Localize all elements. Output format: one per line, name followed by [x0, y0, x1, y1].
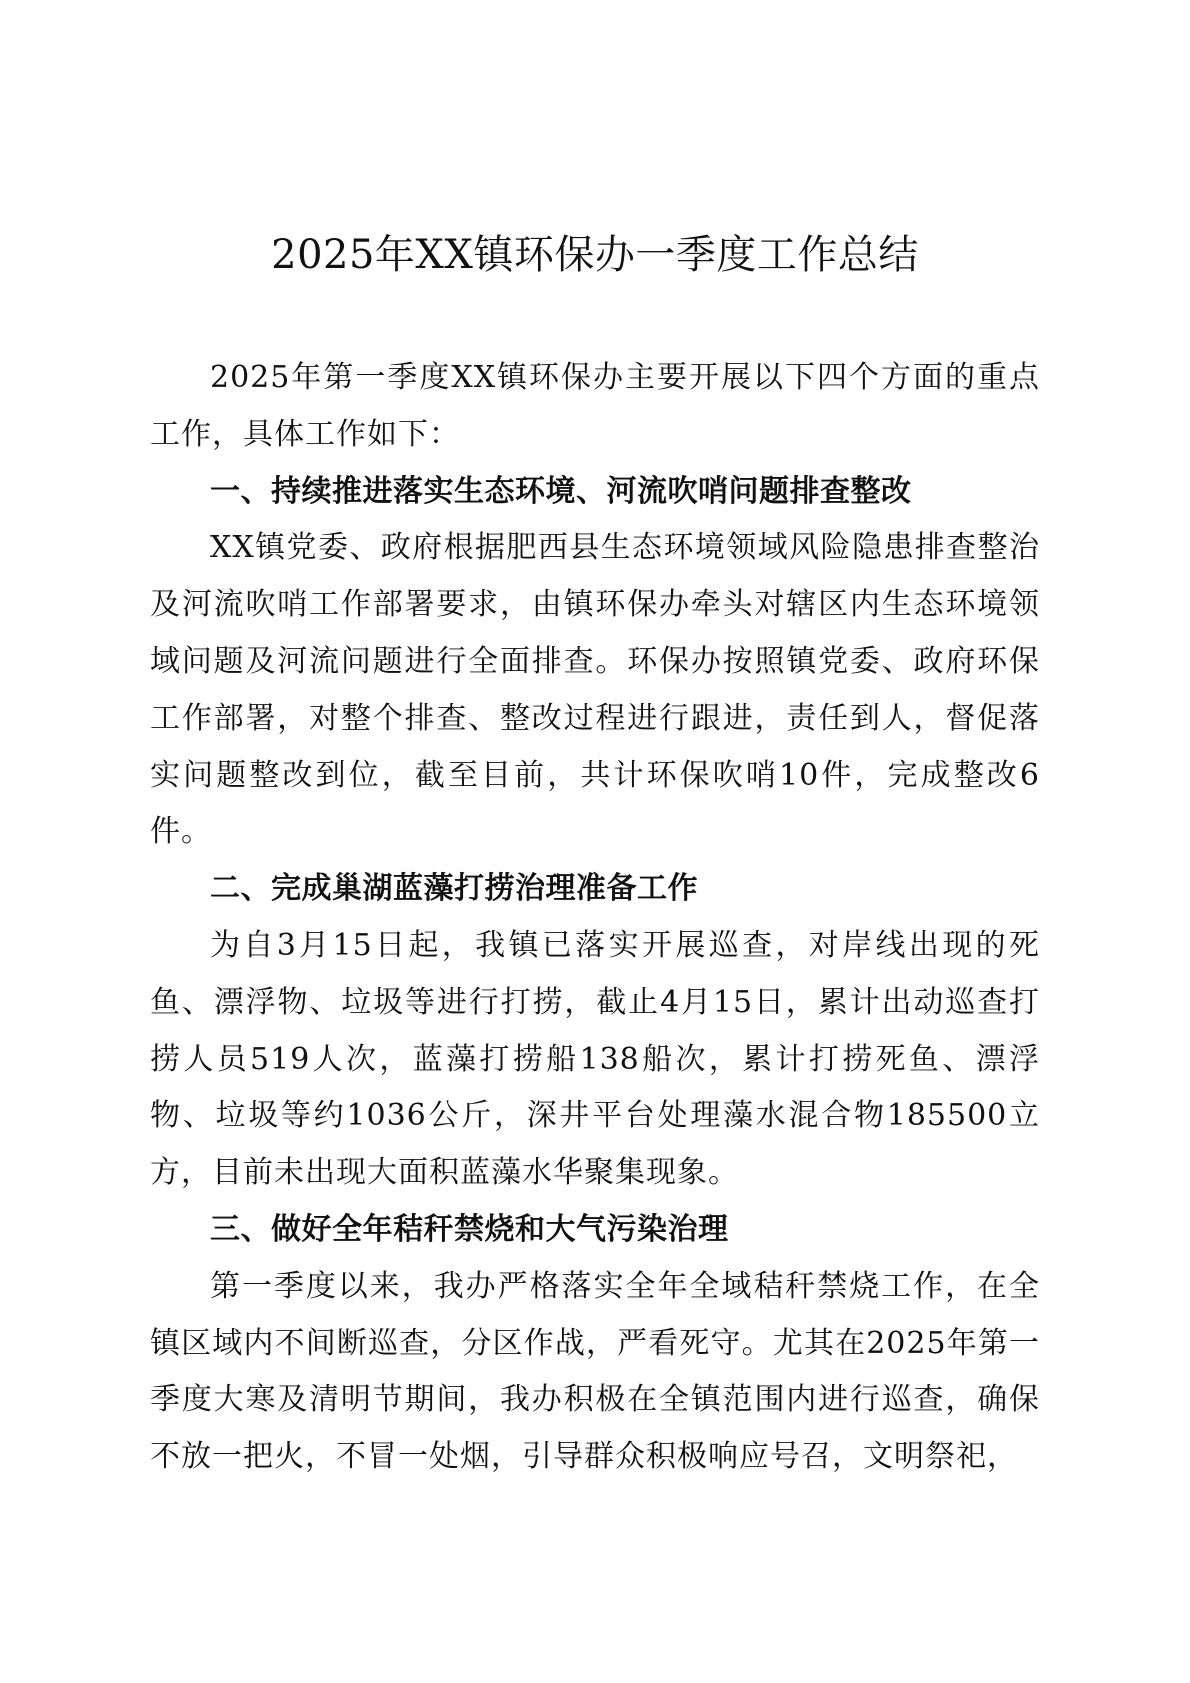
section-heading-2: 二、完成巢湖蓝藻打捞治理准备工作 — [210, 871, 698, 907]
section-heading-3: 三、做好全年秸秆禁烧和大气污染治理 — [210, 1211, 729, 1247]
section-body-1: XX镇党委、政府根据肥西县生态环境领域风险隐患排查整治及河流吹哨工作部署要求，由镇环保办牵头对辖区内生态环境领域问题及河流问题进行全面排查。环保办按照镇党委、政府环保工作部署，对整个排查、整改过程进行跟进，责任到人，督促落实问题整改到位，截至目前，共计环保吹哨10件，完成整改6件。 — [150, 530, 1040, 850]
section-heading-1: 一、持续推进落实生态环境、河流吹哨问题排查整改 — [210, 473, 912, 509]
section-body-3: 第一季度以来，我办严格落实全年全域秸秆禁烧工作，在全镇区域内不间断巡查，分区作战，严看死守。尤其在2025年第一季度大寒及清明节期间，我办积极在全镇范围内进行巡查，确保不放一把火，不冒一处烟，引导群众积极响应号召，文明祭祀， — [150, 1268, 1040, 1475]
document-body — [150, 350, 1040, 1486]
section-body-2: 为自3月15日起，我镇已落实开展巡查，对岸线出现的死鱼、漂浮物、垃圾等进行打捞，截止4月15日，累计出动巡查打捞人员519人次，蓝藻打捞船138船次，累计打捞死鱼、漂浮物、垃圾等约1036公斤，深井平台处理藻水混合物185500立方，目前未出现大面积蓝藻水华聚集现象。 — [150, 927, 1040, 1191]
document-title: 2025年XX镇环保办一季度工作总结 — [271, 232, 919, 278]
intro-paragraph: 2025年第一季度XX镇环保办主要开展以下四个方面的重点工作，具体工作如下： — [150, 360, 1040, 452]
